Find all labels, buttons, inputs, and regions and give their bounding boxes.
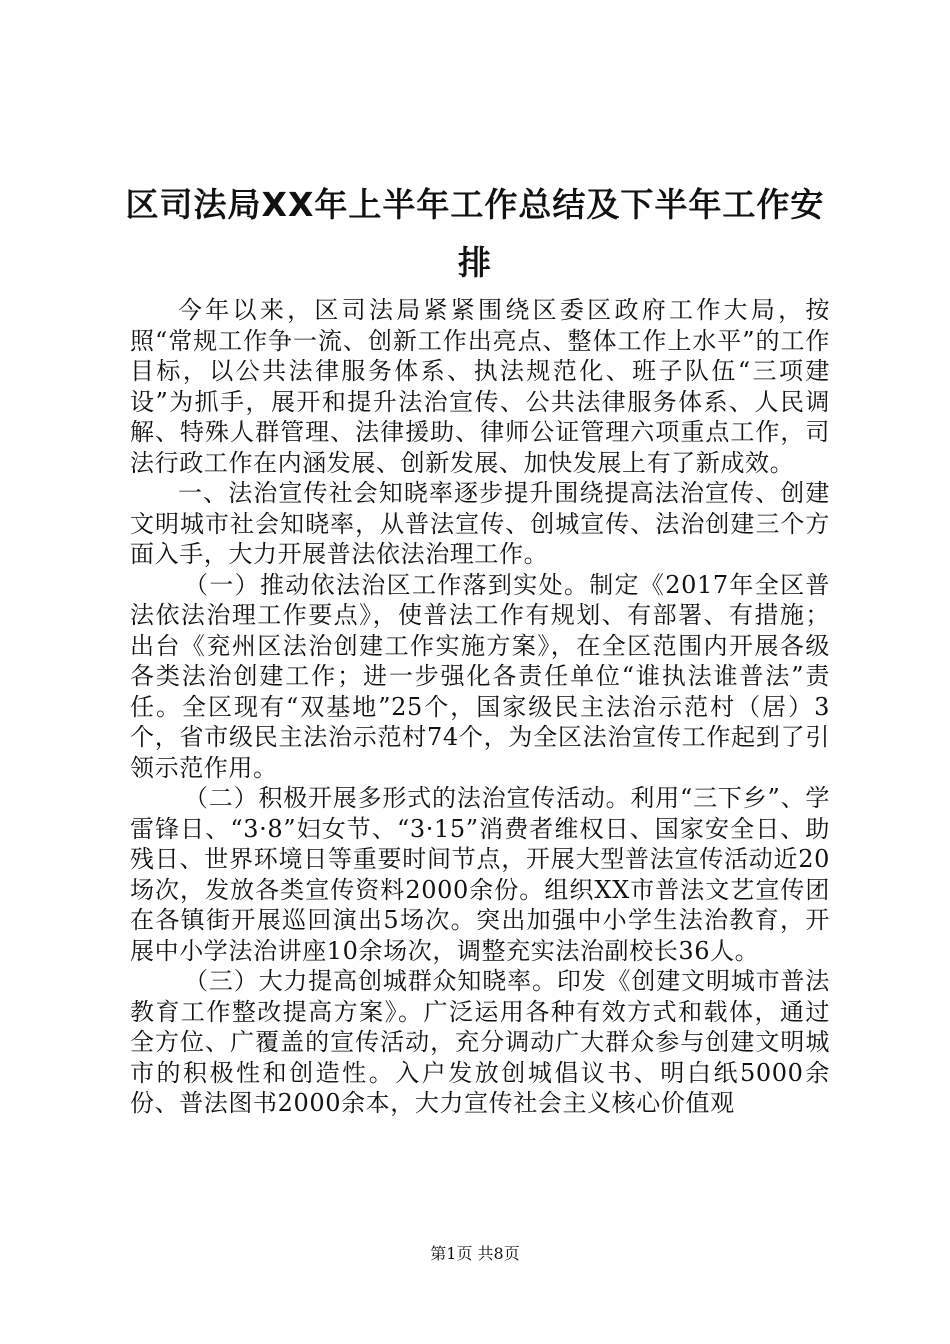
- subsection-two-paragraph: （二）积极开展多形式的法治宣传活动。利用“三下乡”、学雷锋日、“3·8”妇女节、“3·15”消费者维权日、国家安全日、助残日、世界环境日等重要时间节点，开展大型普法宣传活动近20场次，发放各类宣传资料2000余份。组织XX市普法文艺宣传团在各镇街开展巡回演出5场次。突出加强中小学生法治教育，开展中小学法治讲座10余场次，调整充实法治副校长36人。: [130, 784, 830, 965]
- subsection-three-paragraph: （三）大力提高创城群众知晓率。印发《创建文明城市普法教育工作整改提高方案》。广泛运用各种有效方式和载体，通过全方位、广覆盖的宣传活动，充分调动广大群众参与创建文明城市的积极性和创造性。入户发放创城倡议书、明白纸5000余份、普法图书2000余本，大力宣传社会主义核心价值观: [130, 967, 830, 1117]
- subsection-one-paragraph: （一）推动依法治区工作落到实处。制定《2017年全区普法依法治理工作要点》，使普法工作有规划、有部署、有措施；出台《兖州区法治创建工作实施方案》，在全区范围内开展各级各类法治创建工作；进一步强化各责任单位“谁执法谁普法”责任。全区现有“双基地”25个，国家级民主法治示范村（居）3个，省市级民主法治示范村74个，为全区法治宣传工作起到了引领示范作用。: [130, 570, 830, 782]
- document-title: 区司法局XX年上半年工作总结及下半年工作安排: [125, 185, 825, 282]
- document-body: [130, 295, 830, 1119]
- intro-paragraph: 今年以来，区司法局紧紧围绕区委区政府工作大局，按照“常规工作争一流、创新工作出亮点、整体工作上水平”的工作目标，以公共法律服务体系、执法规范化、班子队伍“三项建设”为抓手，展开和提升法治宣传、公共法律服务体系、人民调解、特殊人群管理、法律援助、律师公证管理六项重点工作，司法行政工作在内涵发展、创新发展、加快发展上有了新成效。: [130, 296, 830, 477]
- page-number-footer: 第1页 共8页: [430, 1244, 520, 1263]
- section-one-heading-paragraph: 一、法治宣传社会知晓率逐步提升围绕提高法治宣传、创建文明城市社会知晓率，从普法宣传、创城宣传、法治创建三个方面入手，大力开展普法依法治理工作。: [130, 479, 830, 568]
